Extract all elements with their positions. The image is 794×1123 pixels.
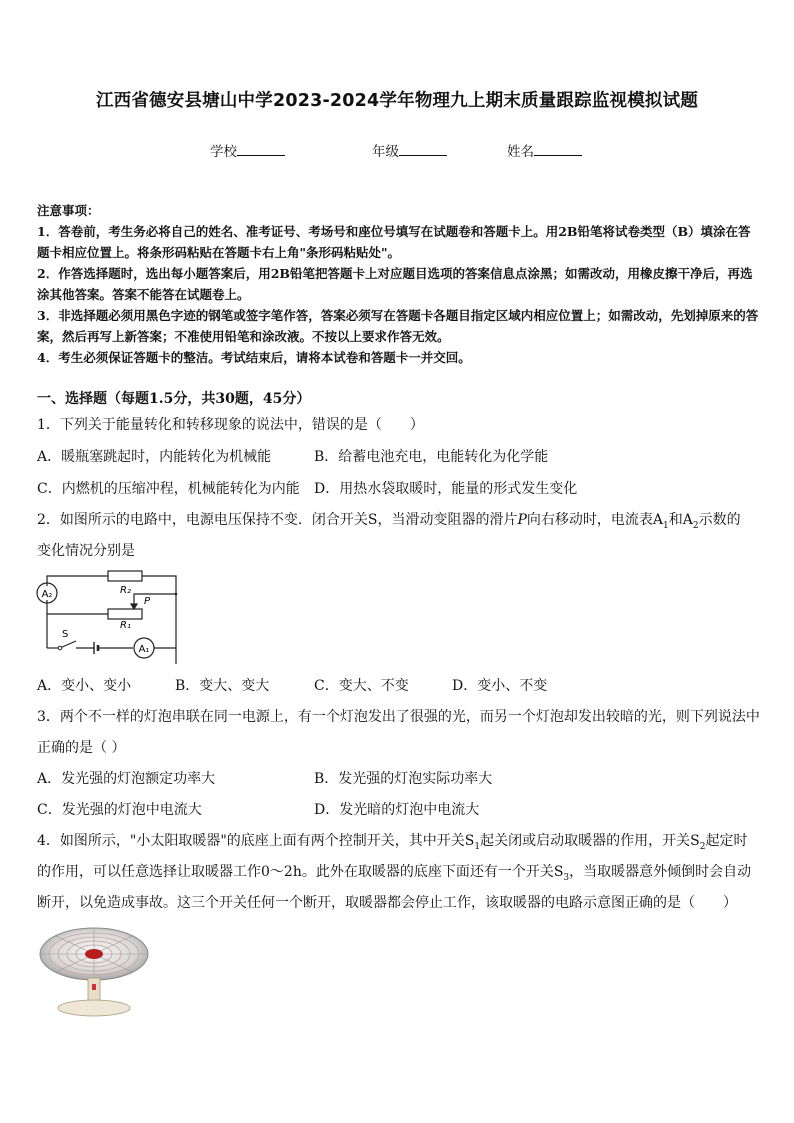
q2-stem-text: 示数的 (698, 512, 741, 528)
q2-option-a[interactable]: A．变小、变小 (37, 678, 132, 694)
a2-label: A₂ (41, 589, 53, 600)
q3-stem-line1: 3．两个不一样的灯泡串联在同一电源上，有一个灯泡发出了很强的光，而另一个灯泡却发出较暗的光，则下列说法中 (37, 709, 760, 725)
a1-label: A₁ (138, 644, 150, 655)
note-item: 2．作答选择题时，选出每小题答案后，用2B铅笔把答题卡上对应题目选项的答案信息点涂黑；如需改动，用橡皮擦干净后，再选涂其他答案。答案不能答在试题卷上。 (37, 266, 753, 302)
school-blank[interactable] (237, 143, 285, 156)
resistor-r1 (108, 609, 142, 619)
q4-stem-line1 (37, 830, 747, 852)
q2-option-d[interactable]: D．变小、不变 (452, 678, 548, 694)
note-item: 4．考生必须保证答题卡的整洁。考试结束后，请将本试卷和答题卡一并交回。 (37, 350, 471, 365)
resistor-r2 (108, 571, 142, 581)
q4-sub: 1 (474, 841, 481, 852)
q4-text: 4．如图所示，"小太阳取暖器"的底座上面有两个控制开关，其中开关S (37, 833, 475, 849)
heater-image (38, 926, 154, 1018)
circuit-diagram (36, 568, 186, 664)
p-label: P (144, 596, 151, 607)
grade-field (372, 140, 447, 160)
note-item: 3．非选择题必须用黑色字迹的钢笔或签字笔作答，答案必须写在答题卡各题目指定区域内相应位置上；如需改动，先划掉原来的答案，然后再写上新答案；不准使用铅笔和涂改液。不按以上要求作答无效。 (37, 308, 759, 344)
q4-text: 的作用，可以任意选择让取暖器工作0～2h。此外在取暖器的底座下面还有一个开关S (37, 864, 564, 880)
q1-option-a[interactable]: A．暖瓶塞跳起时，内能转化为机械能 (37, 449, 272, 465)
name-blank[interactable] (534, 143, 582, 156)
school-label: 学校 (210, 144, 237, 160)
q4-stem-line3: 断开，以免造成事故。这三个开关任何一个断开，取暖器都会停止工作，该取暖器的电路示意图正确的是（ ） (37, 895, 737, 911)
q1-stem: 1．下列关于能量转化和转移现象的说法中，错误的是（ ） (37, 417, 424, 433)
q2-stem-text: 和A (668, 512, 693, 528)
switch-s (60, 641, 76, 648)
q1-option-c[interactable]: C．内燃机的压缩冲程，机械能转化为内能 (37, 481, 300, 497)
q2-sub: 1 (663, 520, 669, 531)
notes-heading: 注意事项： (37, 203, 100, 218)
q4-stem-line2 (37, 861, 751, 883)
q4-text: 起定时 (705, 833, 748, 849)
r2-label: R₂ (120, 585, 131, 596)
q4-text: ，当取暖器意外倾倒时会自动 (569, 864, 752, 880)
notes (37, 200, 759, 368)
q4-sub: 3 (563, 872, 570, 883)
q1-option-d[interactable]: D．用热水袋取暖时，能量的形式发生变化 (314, 481, 578, 497)
q3-stem-line2: 正确的是（ ） (37, 740, 126, 756)
q4-sub: 2 (699, 841, 706, 852)
q1-option-b[interactable]: B．给蓄电池充电，电能转化为化学能 (314, 449, 549, 465)
q2-stem-line2: 变化情况分别是 (37, 543, 135, 559)
s-label: S (62, 629, 69, 640)
grade-blank[interactable] (399, 143, 447, 156)
q4-text: 起关闭或启动取暖器的作用，开关S (480, 833, 700, 849)
page-title: 江西省德安县塘山中学2023-2024学年物理九上期末质量跟踪监视模拟试题 (95, 91, 699, 111)
q2-sub: 2 (692, 520, 699, 531)
q3-option-c[interactable]: C．发光强的灯泡中电流大 (37, 802, 202, 818)
wire (47, 576, 108, 586)
q3-option-b[interactable]: B．发光强的灯泡实际功率大 (314, 771, 493, 787)
q2-stem-text: 向右移动时，电流表A (526, 512, 664, 528)
grade-label: 年级 (372, 144, 399, 160)
q2-option-c[interactable]: C．变大、不变 (314, 678, 409, 694)
heater-base (58, 1000, 130, 1016)
r1-label: R₁ (120, 620, 131, 631)
section-heading: 一、选择题（每题1.5分，共30题，45分） (37, 391, 311, 407)
name-field (507, 140, 582, 160)
heater-center (85, 949, 103, 959)
slider-wire (134, 594, 176, 606)
slider-arrow (131, 604, 137, 609)
note-item: 1．答卷前，考生务必将自己的姓名、准考证号、考场号和座位号填写在试题卷和答题卡上。用2B铅笔将试卷类型（B）填涂在答题卡相应位置上。将条形码粘贴在答题卡右上角"条形码粘贴处"。 (37, 224, 751, 260)
school-field (210, 140, 285, 160)
q3-option-a[interactable]: A．发光强的灯泡额定功率大 (37, 771, 216, 787)
q2-stem-text: 2．如图所示的电路中，电源电压保持不变．闭合开关S，当滑动变阻器的滑片 (37, 512, 518, 528)
q2-stem-line1 (37, 509, 741, 531)
q3-option-d[interactable]: D．发光暗的灯泡中电流大 (314, 802, 480, 818)
q2-stem-p: P (517, 512, 527, 528)
name-label: 姓名 (507, 144, 534, 160)
q2-option-b[interactable]: B．变大、变大 (175, 678, 270, 694)
